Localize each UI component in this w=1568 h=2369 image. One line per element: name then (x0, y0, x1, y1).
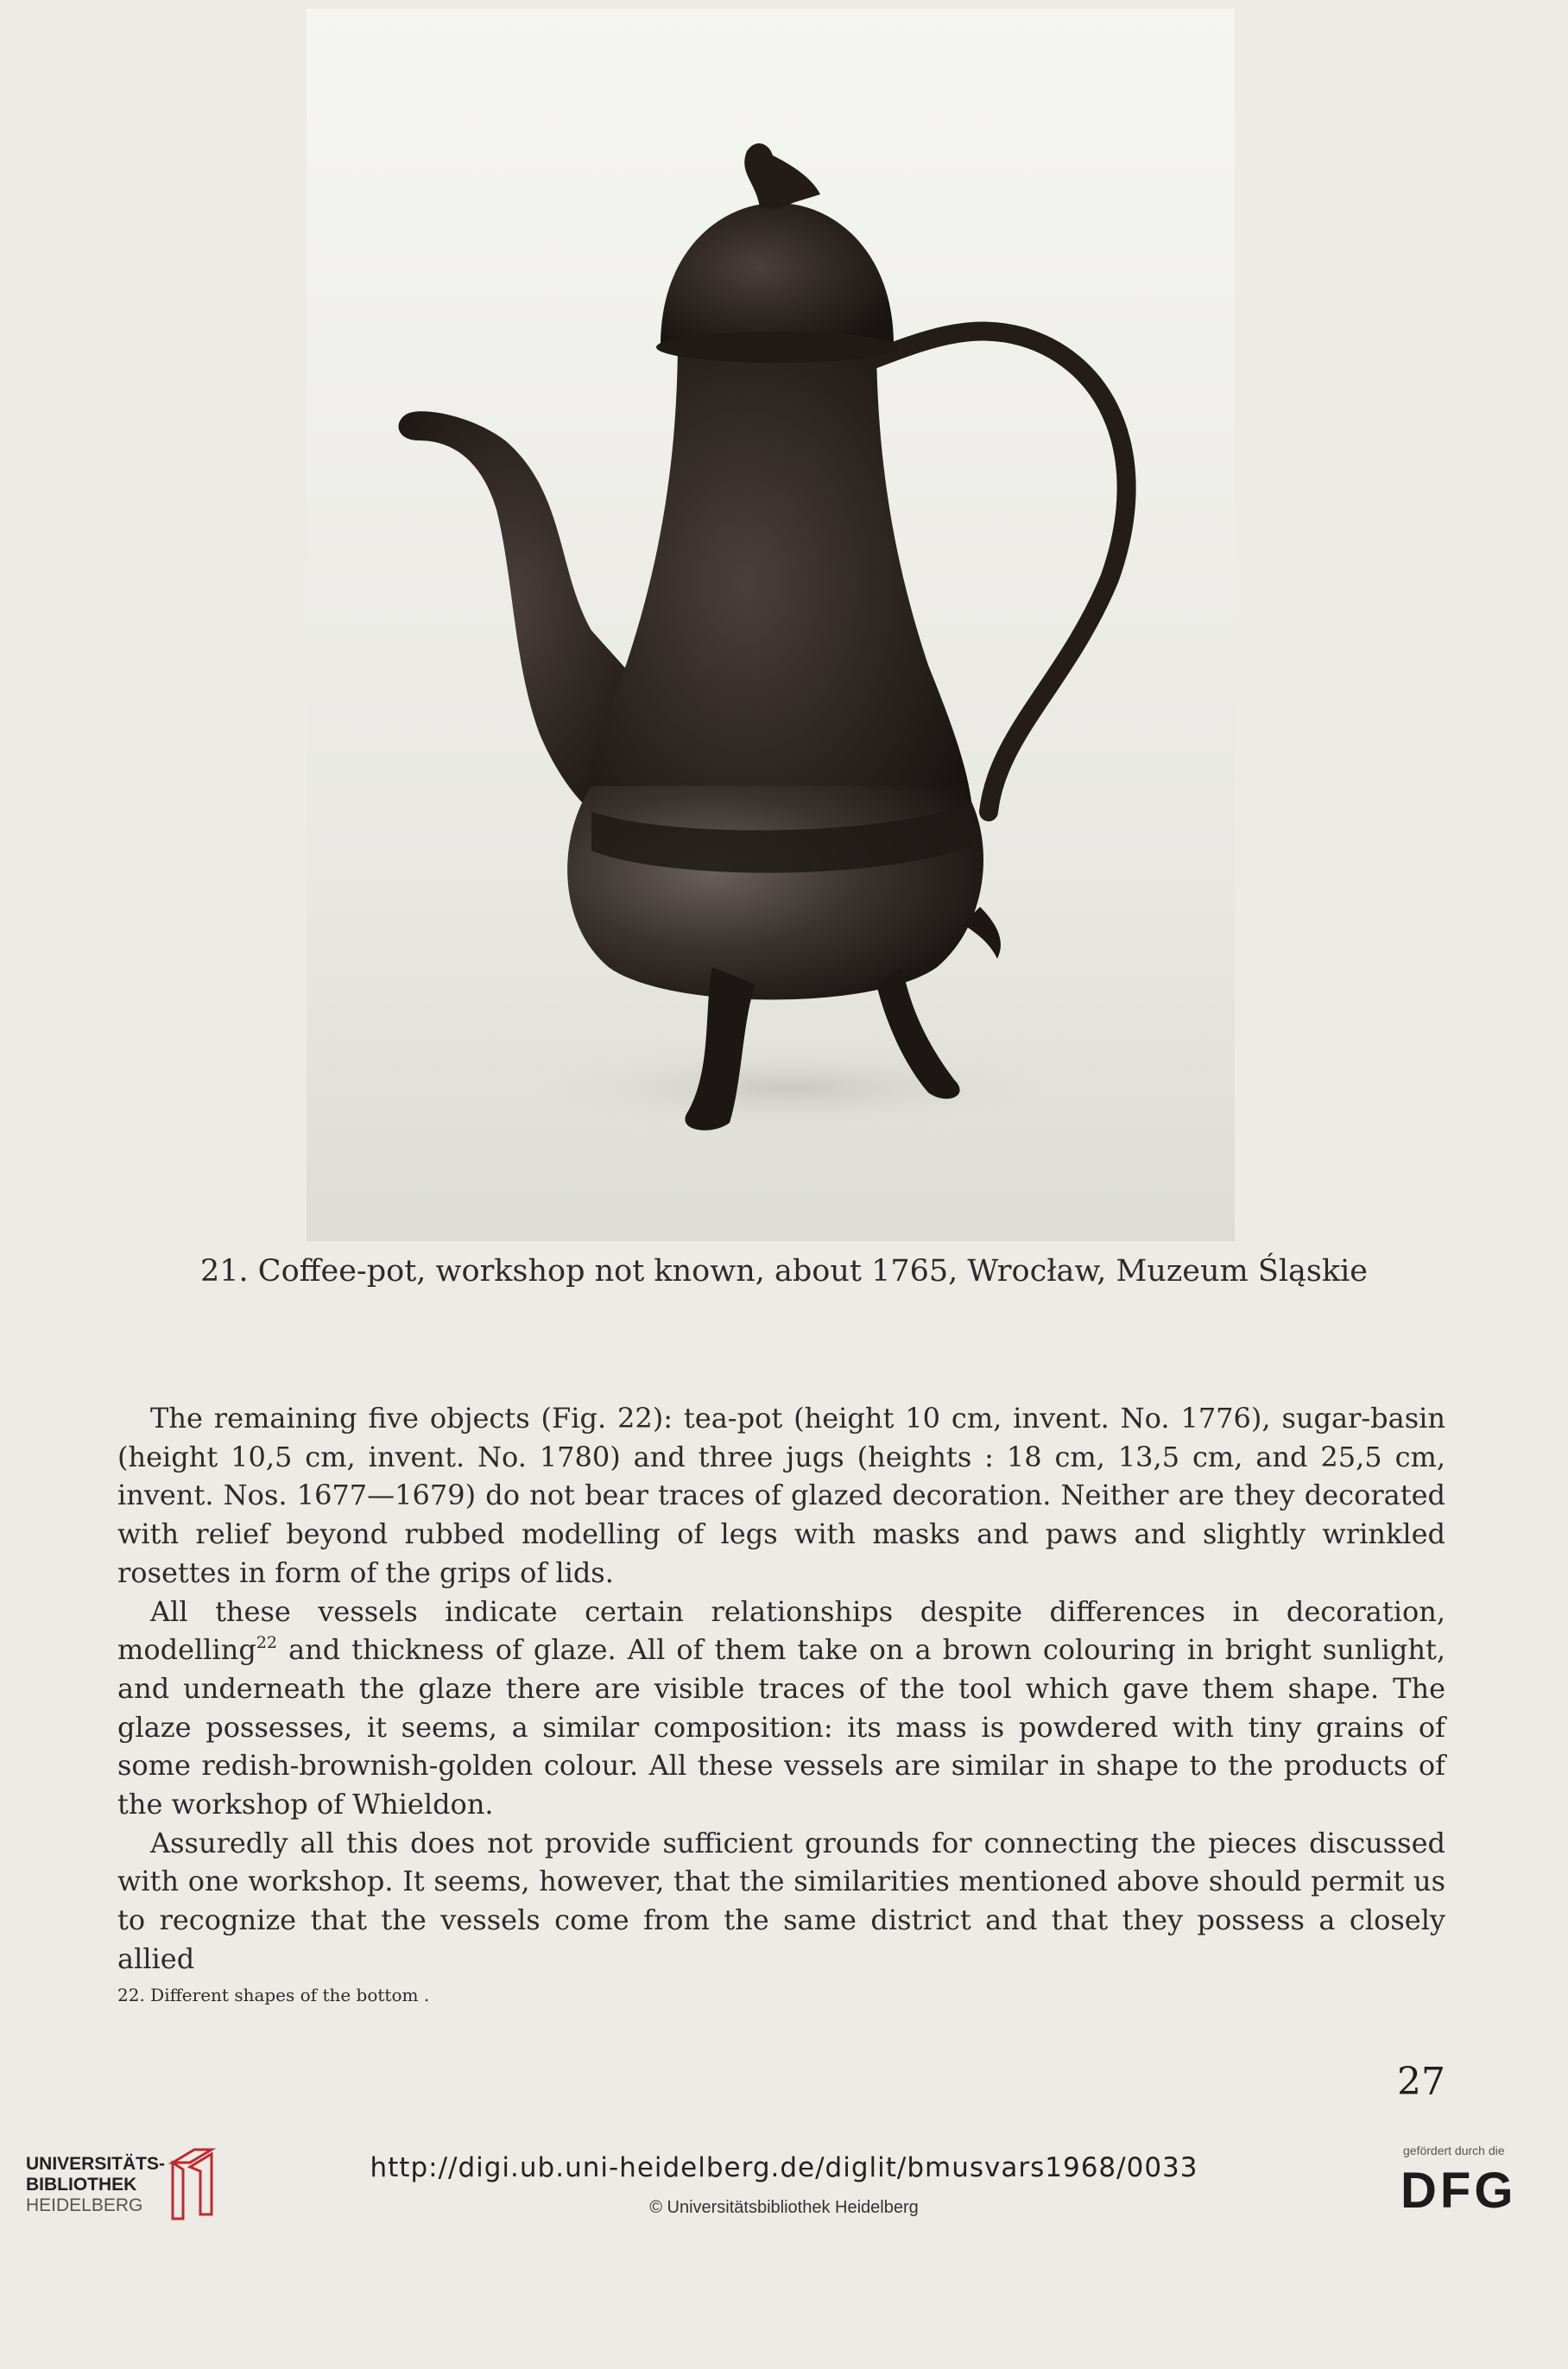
library-name-line-3: HEIDELBERG (26, 2195, 143, 2215)
funded-by-label: gefördert durch die (1403, 2144, 1505, 2157)
figure-caption: 21. Coffee-pot, workshop not known, about 1765, Wrocław, Muzeum Śląskie (200, 1254, 1368, 1289)
paragraph-2-part-2: and thickness of glaze. All of them take on a brown colouring in bright sunlight, and underneath the glaze there are visible traces of the tool which gave them shape. The glaze possesses, it seems, a similar composition: its mass is powdered with tiny grains of some redish-brownish-golden colour. All these vessels are similar in shape to the products of the workshop of Whieldon. (117, 1633, 1445, 1821)
dfg-logo: DFG (1400, 2163, 1517, 2219)
coffee-pot-illustration (307, 9, 1235, 1241)
library-name-line-2: BIBLIOTHEK (26, 2175, 137, 2195)
library-name-line-1: UNIVERSITÄTS- (26, 2154, 166, 2174)
paragraph-2-part-1: All these vessels indicate certain relationships despite differences in decoration, modelling (117, 1594, 1445, 1667)
body-text (117, 1399, 1445, 1979)
footer-copyright: © Universitätsbibliothek Heidelberg (649, 2198, 919, 2217)
page-number: 27 (1397, 2060, 1445, 2104)
footnote-reference-22[interactable]: 22 (256, 1633, 278, 1653)
footnote: 22. Different shapes of the bottom . (117, 1985, 430, 2005)
footer-url-link[interactable]: http://digi.ub.uni-heidelberg.de/diglit/bmusvars1968/0033 (370, 2152, 1198, 2183)
paragraph-1: The remaining five objects (Fig. 22): tea-pot (height 10 cm, invent. No. 1776), sugar-basin (height 10,5 cm, invent. No. 1780) and three jugs (heights : 18 cm, 13,5 cm, and 25,5 cm, invent. Nos. 1677—1679) do not bear traces of glazed decoration. Neither are they decorated with relief beyond rubbed modelling of legs with masks and paws and slightly wrinkled rosettes in form of the grips of lids. (117, 1402, 1445, 1589)
paragraph-3: Assuredly all this does not provide sufficient grounds for connecting the pieces discussed with one workshop. It seems, however, that the similarities mentioned above should permit us to recognize that the vessels come from the same district and that they possess a closely allied (117, 1826, 1445, 1975)
paragraph-2 (117, 1593, 1445, 1824)
coffee-pot-photograph (307, 9, 1235, 1241)
